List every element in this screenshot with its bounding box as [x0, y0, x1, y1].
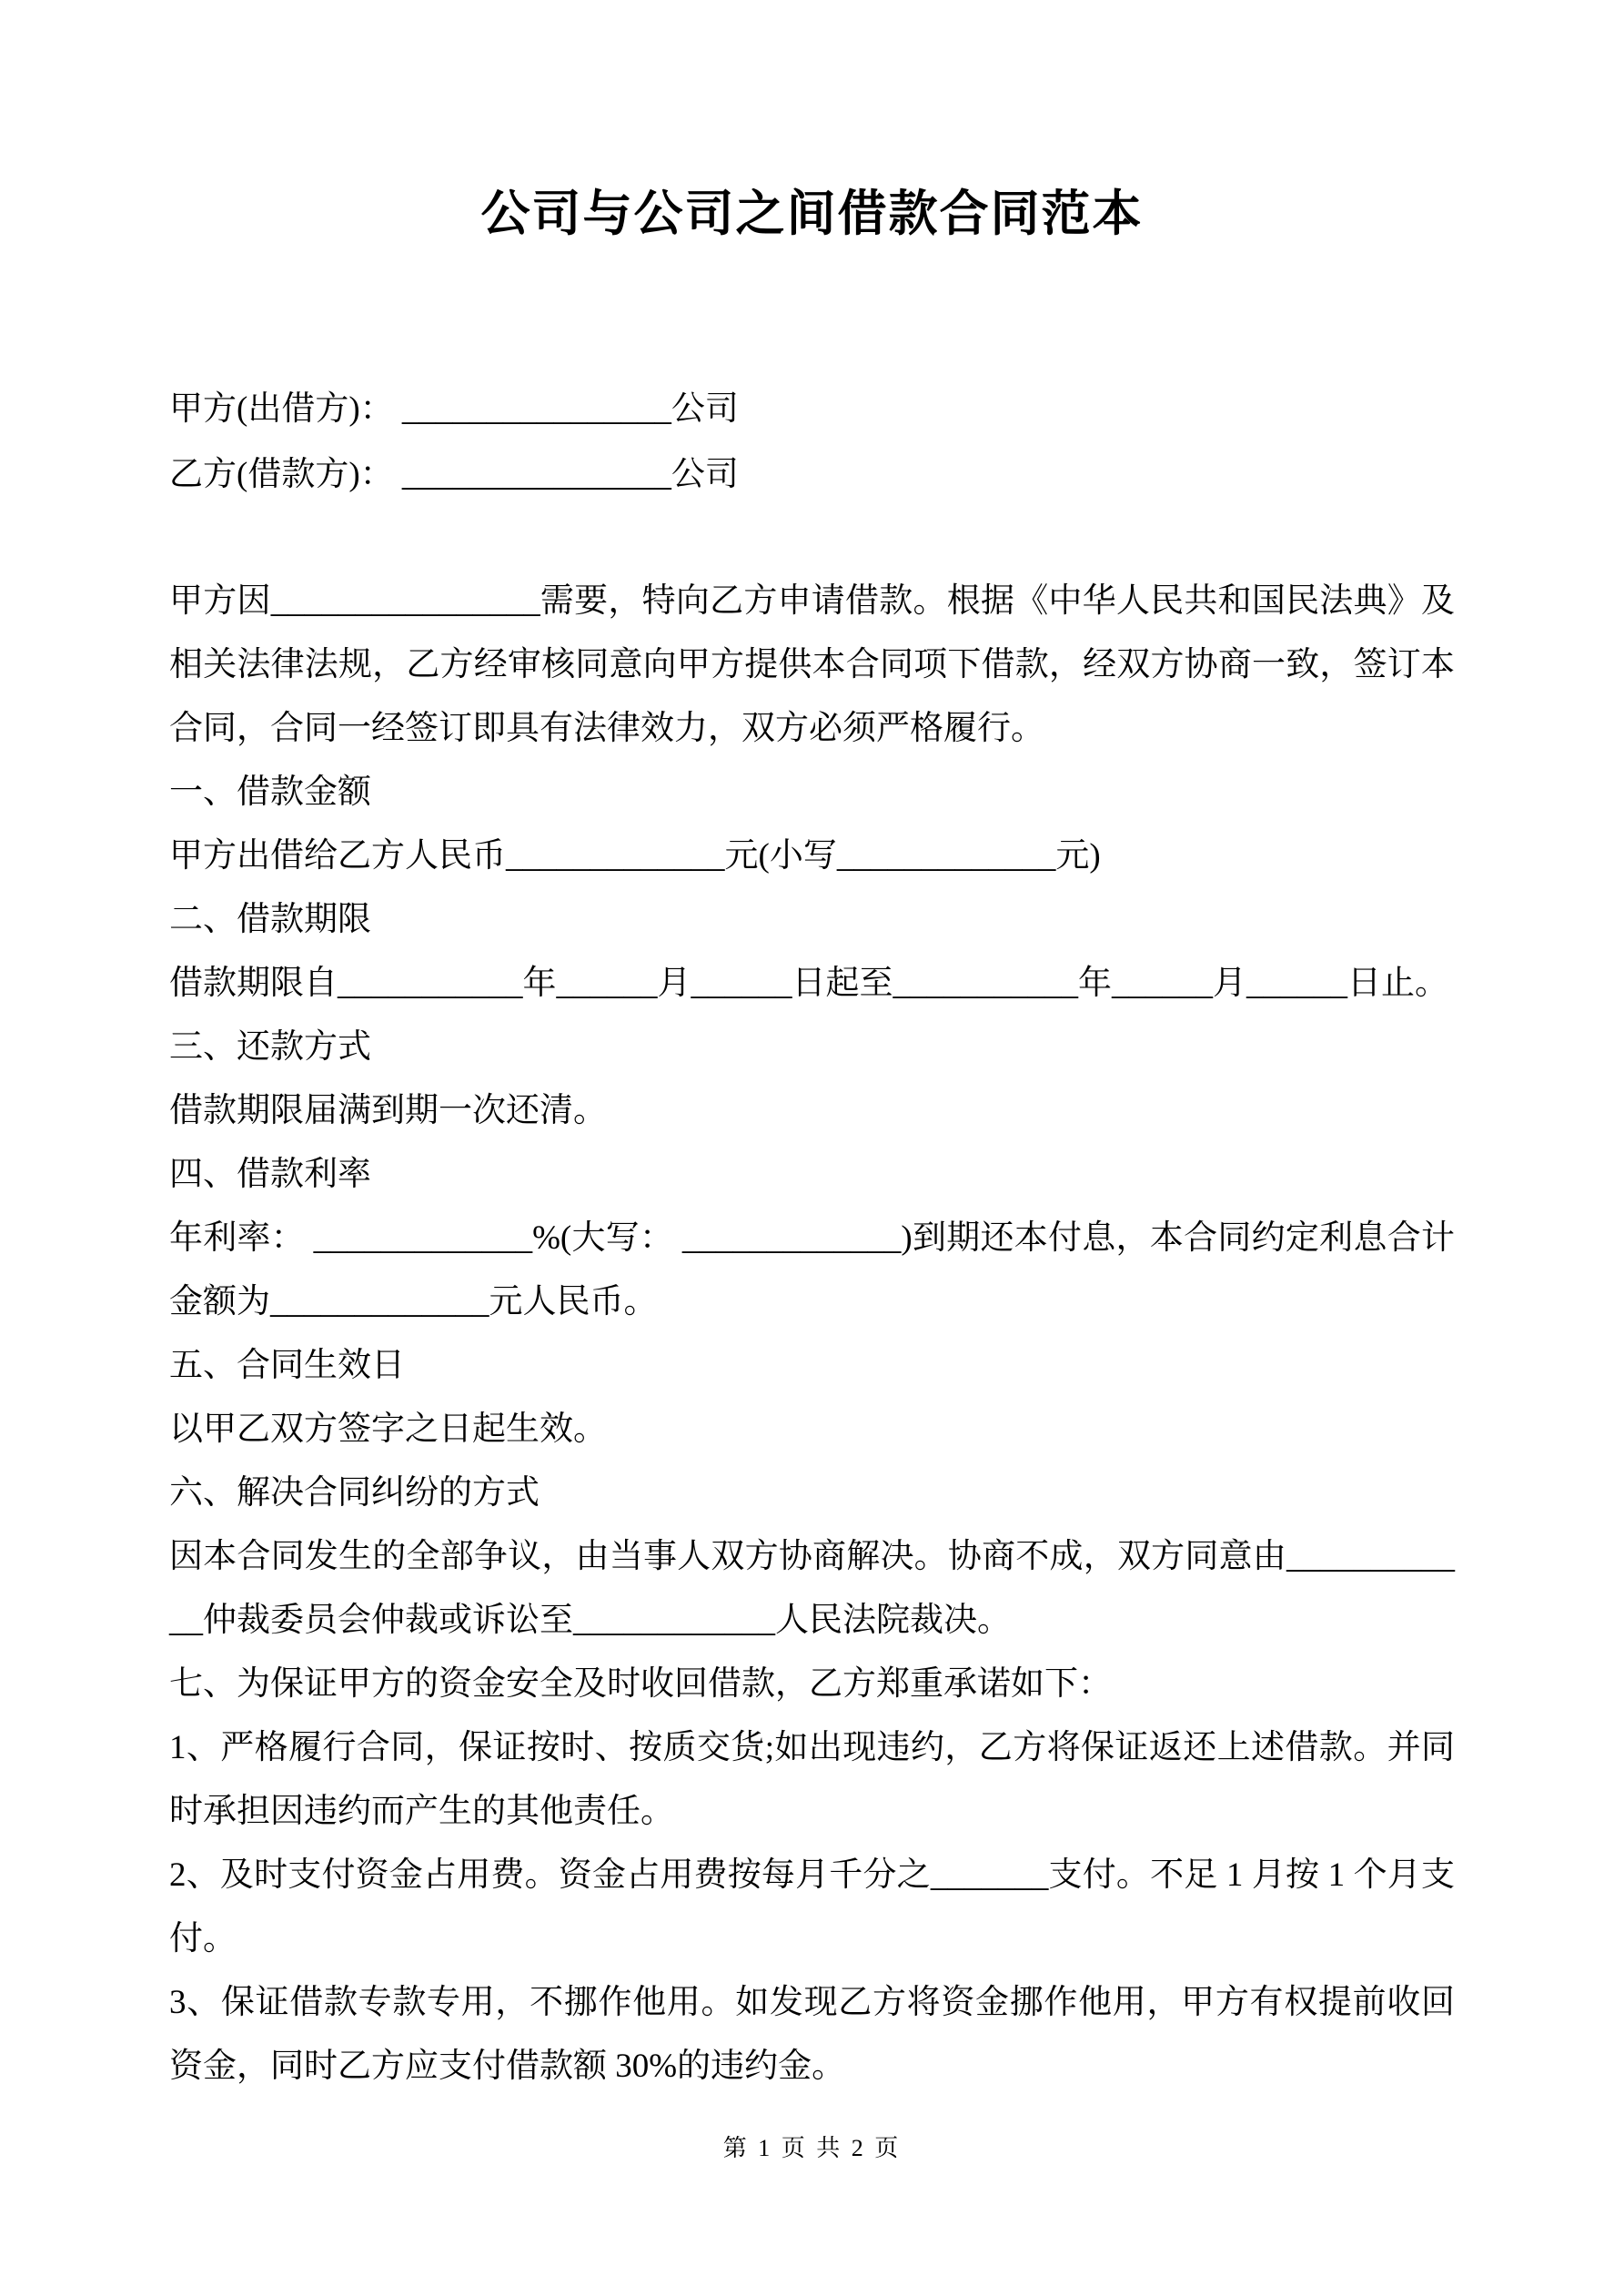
contract-paragraph-6: 三、还款方式	[169, 1028, 371, 1066]
contract-paragraph-13: 因本合同发生的全部争议，由当事人双方协商解决。协商不成，双方同意由____________仲裁委员会仲裁或诉讼至____________人民法院裁决。	[169, 1538, 1455, 1639]
contract-paragraph-11: 以甲乙双方签字之日起生效。	[169, 1411, 607, 1448]
contract-paragraph-17: 3、保证借款专款专用，不挪作他用。如发现乙方将资金挪作他用，甲方有权提前收回资金，同时乙方应支付借款额 30%的违约金。	[169, 1984, 1455, 2085]
party-a-line: 甲方(出借方)： ________________公司	[169, 390, 739, 428]
contract-paragraph-2: 一、借款金额	[169, 774, 371, 811]
document-body	[169, 570, 1455, 2099]
contract-paragraph-9: 年利率： _____________%(大写： _____________)到期还本付息，本合同约定利息合计金额为_____________元人民币。	[169, 1219, 1455, 1320]
contract-paragraph-3: 甲方出借给乙方人民币_____________元(小写_____________元)	[169, 837, 1101, 875]
contract-paragraph-5: 借款期限自___________年______月______日起至___________年______月______日止。	[169, 965, 1448, 1002]
contract-paragraph-14: 七、为保证甲方的资金安全及时收回借款，乙方郑重承诺如下：	[169, 1665, 1112, 1703]
document-title: 公司与公司之间借款合同范本	[480, 187, 1144, 241]
contract-paragraph-1: 甲方因________________需要，特向乙方申请借款。根据《中华人民共和国民法典》及相关法律法规，乙方经审核同意向甲方提供本合同项下借款，经双方协商一致，签订本合同，合同一经签订即具有法律效力，双方必须严格履行。	[169, 582, 1455, 747]
parties-block	[169, 377, 1455, 508]
contract-paragraph-4: 二、借款期限	[169, 901, 371, 938]
contract-paragraph-16: 2、及时支付资金占用费。资金占用费按每月千分之_______支付。不足 1 月按 1 个月支付。	[169, 1856, 1455, 1957]
party-b-line: 乙方(借款方)： ________________公司	[169, 456, 739, 493]
contract-paragraph-12: 六、解决合同纠纷的方式	[169, 1474, 540, 1512]
contract-paragraph-7: 借款期限届满到期一次还清。	[169, 1092, 607, 1129]
contract-paragraph-8: 四、借款利率	[169, 1156, 371, 1193]
contract-paragraph-10: 五、合同生效日	[169, 1347, 405, 1384]
page-number-footer: 第 1 页 共 2 页	[722, 2135, 902, 2161]
contract-paragraph-15: 1、严格履行合同，保证按时、按质交货;如出现违约，乙方将保证返还上述借款。并同时承担因违约而产生的其他责任。	[169, 1729, 1455, 1830]
